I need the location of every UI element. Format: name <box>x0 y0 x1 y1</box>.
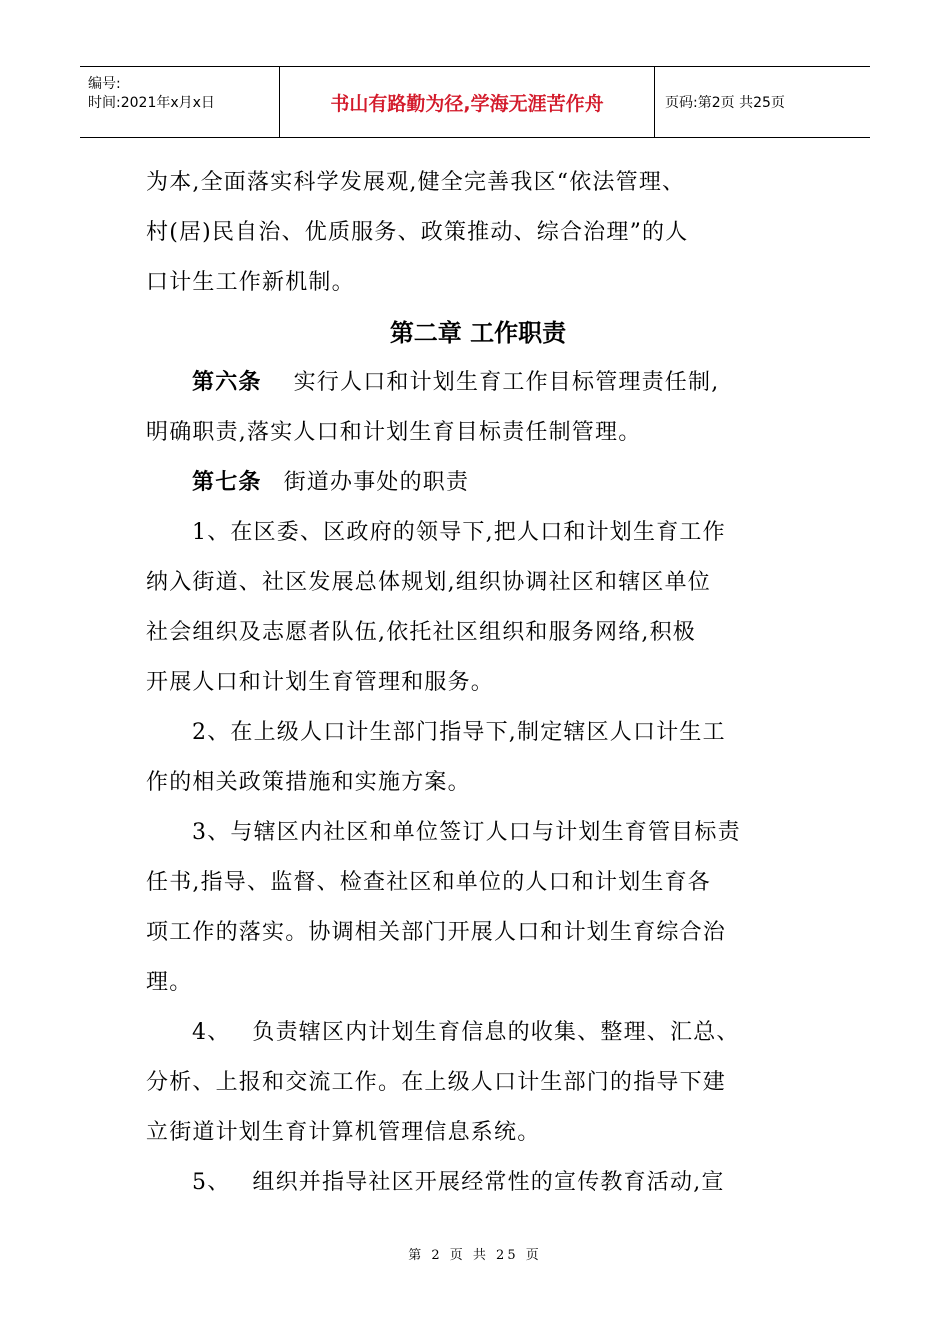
text-line: 任书,指导、监督、检查社区和单位的人口和计划生育各 <box>146 870 711 895</box>
document-time-label: 时间:2021年x月x日 <box>88 95 215 111</box>
text-line: 立街道计划生育计算机管理信息系统。 <box>146 1120 541 1145</box>
page-footer: 第 2 页 共 25 页 <box>408 1248 542 1263</box>
chapter-title: 第二章 工作职责 <box>389 319 567 347</box>
item-5-text: 组织并指导社区开展经常性的宣传教育活动,宣 <box>252 1170 725 1195</box>
text-line: 为本,全面落实科学发展观,健全完善我区“依法管理、 <box>146 170 686 195</box>
article-6 <box>146 358 810 408</box>
text-line: 村(居)民自治、优质服务、政策推动、综合治理”的人 <box>146 220 689 245</box>
text-line: 3、与辖区内社区和单位签订人口与计划生育管目标责 <box>192 820 741 845</box>
text-line: 口计生工作新机制。 <box>146 270 355 295</box>
text-line: 分析、上报和交流工作。在上级人口计生部门的指导下建 <box>146 1070 727 1095</box>
header-motto: 书山有路勤为径,学海无涯苦作舟 <box>280 67 655 137</box>
text-line: 项工作的落实。协调相关部门开展人口和计划生育综合治 <box>146 920 727 945</box>
item-4-number: 4、 <box>192 1020 231 1045</box>
text-line: 纳入街道、社区发展总体规划,组织协调社区和辖区单位 <box>146 570 711 595</box>
text-line: 社会组织及志愿者队伍,依托社区组织和服务网络,积极 <box>146 620 696 645</box>
article-6-title: 第六条 <box>192 370 262 395</box>
item-5-number: 5、 <box>192 1170 231 1195</box>
item-4-text: 负责辖区内计划生育信息的收集、整理、汇总、 <box>252 1020 740 1045</box>
text-line: 1、在区委、区政府的领导下,把人口和计划生育工作 <box>192 520 726 545</box>
text-line: 理。 <box>146 970 193 995</box>
article-7 <box>146 458 810 508</box>
header-meta <box>80 67 280 137</box>
item-5 <box>146 1158 810 1208</box>
page-header <box>80 66 870 138</box>
text-line: 开展人口和计划生育管理和服务。 <box>146 670 495 695</box>
text-line: 2、在上级人口计生部门指导下,制定辖区人口计生工 <box>192 720 726 745</box>
article-7-title: 第七条 <box>192 470 262 495</box>
header-page-label: 页码:第2页 共25页 <box>665 95 785 111</box>
document-number-label: 编号: <box>88 76 121 92</box>
text-line: 作的相关政策措施和实施方案。 <box>146 770 471 795</box>
document-body <box>146 158 810 1208</box>
text-line: 明确职责,落实人口和计划生育目标责任制管理。 <box>146 420 642 445</box>
article-7-text: 街道办事处的职责 <box>283 470 470 495</box>
item-4 <box>146 1008 810 1058</box>
article-6-text: 实行人口和计划生育工作目标管理责任制, <box>293 370 720 395</box>
